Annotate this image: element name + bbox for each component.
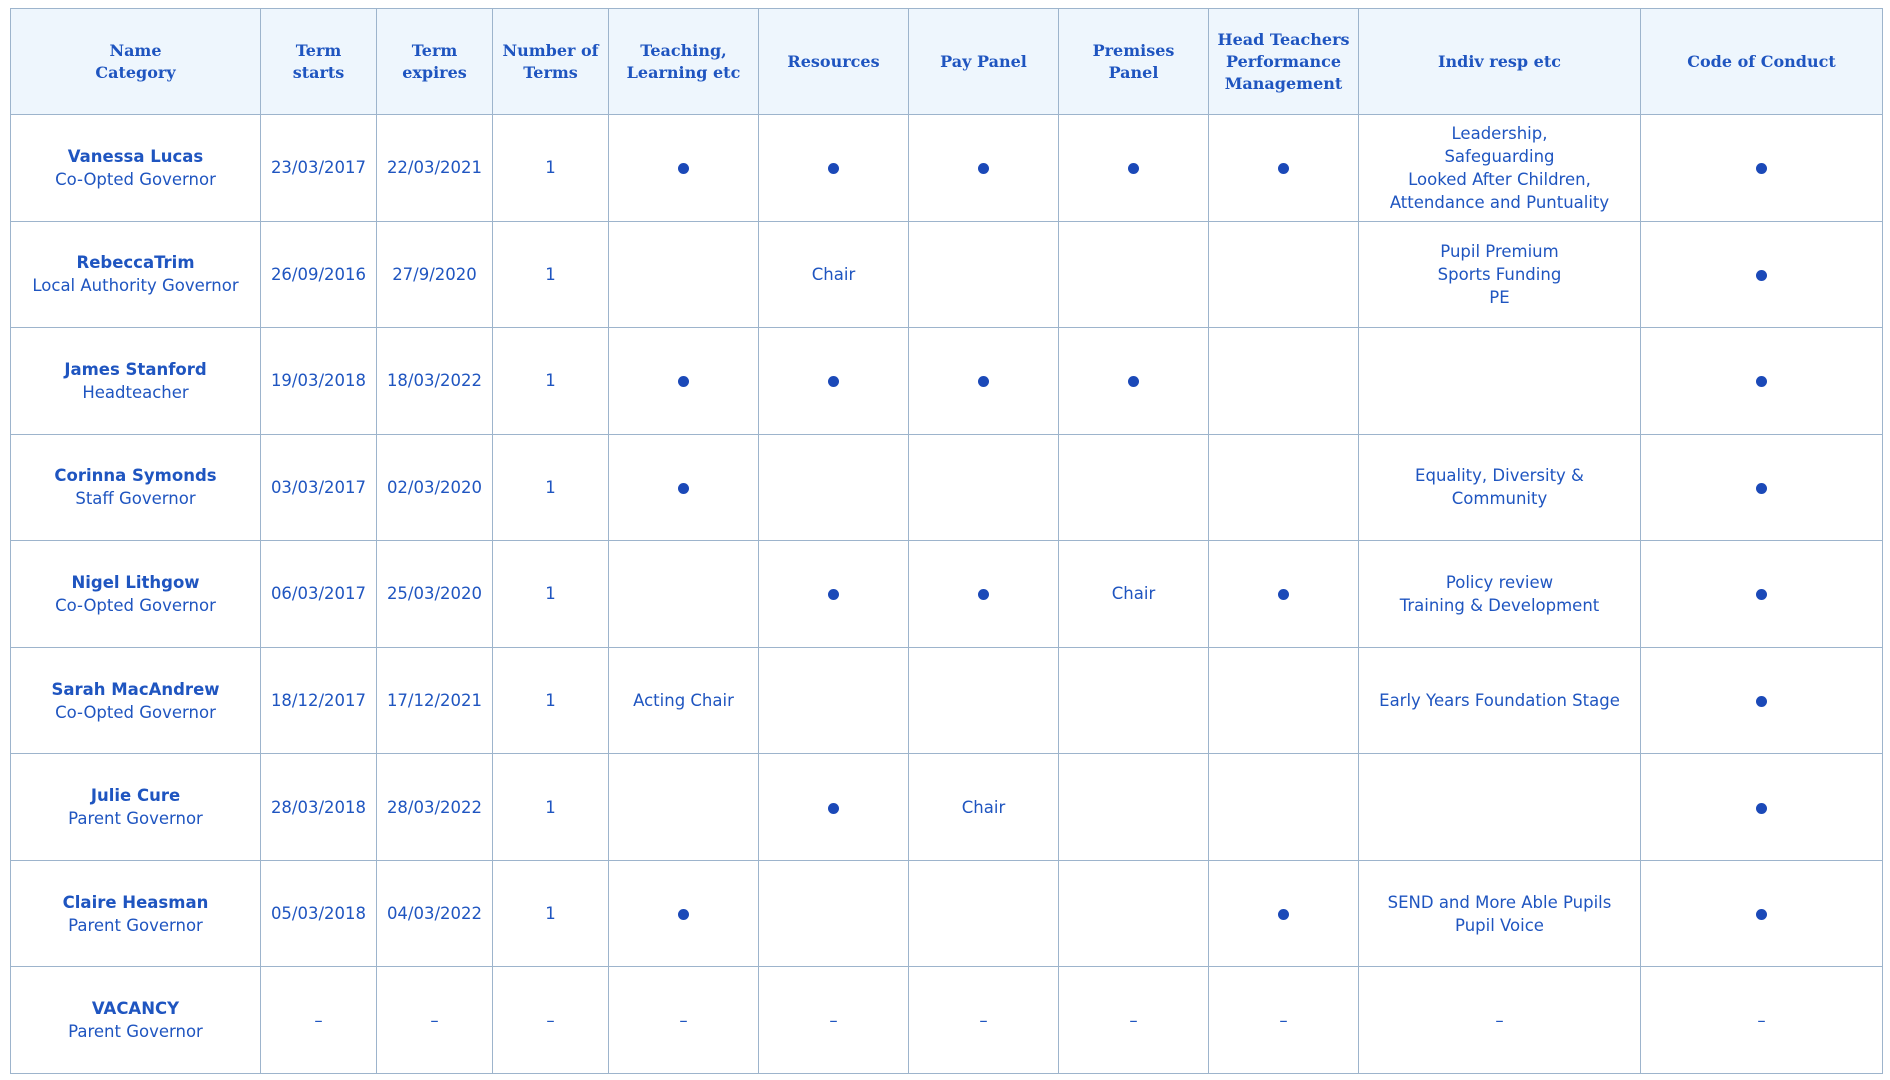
code-of-conduct-cell <box>1641 434 1883 541</box>
teaching-learning-cell <box>609 967 759 1074</box>
cell-text: 27/9/2020 <box>392 264 477 284</box>
governor-name: James Stanford <box>64 359 207 379</box>
term-expires-cell <box>377 647 493 754</box>
cell-text: 19/03/2018 <box>270 371 367 391</box>
table-row <box>11 967 1883 1074</box>
code-of-conduct-cell <box>1641 860 1883 967</box>
term-starts-cell <box>261 221 377 328</box>
term-starts-cell <box>261 115 377 222</box>
pay-panel-cell <box>909 860 1059 967</box>
membership-dot-icon <box>1756 270 1767 281</box>
header-resources: Resources <box>759 9 909 115</box>
membership-dot-icon <box>828 803 839 814</box>
cell-text: 1 <box>545 371 556 391</box>
indiv-resp-cell <box>1359 647 1641 754</box>
resources-cell <box>759 860 909 967</box>
code-of-conduct-cell <box>1641 115 1883 222</box>
governor-category: Parent Governor <box>68 1022 203 1042</box>
cell-text: 1 <box>545 691 556 710</box>
governor-name: Julie Cure <box>90 786 181 806</box>
header-code-of-conduct: Code of Conduct <box>1641 9 1883 115</box>
membership-dot-icon <box>1756 803 1767 814</box>
cell-text: 17/12/2021 <box>386 691 483 710</box>
premises-panel-cell <box>1059 647 1209 754</box>
teaching-learning-cell <box>609 434 759 541</box>
teaching-learning-cell <box>609 115 759 222</box>
cell-text: Acting Chair <box>633 691 734 710</box>
number-of-terms-cell <box>493 967 609 1074</box>
cell-text: 1 <box>545 264 556 284</box>
table-row <box>11 647 1883 754</box>
head-teachers-performance-cell <box>1209 541 1359 648</box>
membership-dot-icon <box>1278 163 1289 174</box>
cell-text: Early Years Foundation Stage <box>1379 691 1620 710</box>
teaching-learning-cell <box>609 221 759 328</box>
code-of-conduct-cell <box>1641 541 1883 648</box>
premises-panel-cell <box>1059 115 1209 222</box>
governors-table <box>10 8 1883 1074</box>
cell-text: Chair <box>961 797 1006 817</box>
cell-text: 25/03/2020 <box>386 584 483 604</box>
cell-text: Policy review Training & Development <box>1399 572 1600 615</box>
term-expires-cell <box>377 754 493 861</box>
membership-dot-icon <box>678 909 689 920</box>
cell-text: – <box>829 1010 838 1030</box>
cell-text: SEND and More Able Pupils Pupil Voice <box>1387 892 1612 935</box>
governor-category: Co-Opted Governor <box>55 595 216 615</box>
table-row <box>11 328 1883 435</box>
name-category-cell <box>11 647 261 754</box>
number-of-terms-cell <box>493 754 609 861</box>
cell-text: – <box>679 1010 688 1030</box>
membership-dot-icon <box>1278 909 1289 920</box>
cell-text: 1 <box>545 584 556 604</box>
code-of-conduct-cell <box>1641 647 1883 754</box>
teaching-learning-cell <box>609 860 759 967</box>
resources-cell <box>759 967 909 1074</box>
cell-text: 02/03/2020 <box>386 477 483 497</box>
cell-text: – <box>979 1010 988 1030</box>
membership-dot-icon <box>1756 376 1767 387</box>
code-of-conduct-cell <box>1641 967 1883 1074</box>
code-of-conduct-cell <box>1641 754 1883 861</box>
term-expires-cell <box>377 221 493 328</box>
governor-category: Parent Governor <box>68 915 203 935</box>
pay-panel-cell <box>909 754 1059 861</box>
table-row <box>11 860 1883 967</box>
pay-panel-cell <box>909 647 1059 754</box>
membership-dot-icon <box>828 376 839 387</box>
indiv-resp-cell <box>1359 221 1641 328</box>
number-of-terms-cell <box>493 541 609 648</box>
head-teachers-performance-cell <box>1209 754 1359 861</box>
cell-text: 18/03/2022 <box>386 371 483 391</box>
number-of-terms-cell <box>493 115 609 222</box>
indiv-resp-cell <box>1359 328 1641 435</box>
cell-text: – <box>546 1010 555 1030</box>
cell-text: – <box>1279 1010 1288 1030</box>
pay-panel-cell <box>909 115 1059 222</box>
code-of-conduct-cell <box>1641 328 1883 435</box>
head-teachers-performance-cell <box>1209 328 1359 435</box>
table-row <box>11 115 1883 222</box>
cell-text: 06/03/2017 <box>270 584 367 604</box>
premises-panel-cell <box>1059 541 1209 648</box>
governor-name: Sarah MacAndrew <box>51 679 220 699</box>
resources-cell <box>759 115 909 222</box>
membership-dot-icon <box>978 163 989 174</box>
head-teachers-performance-cell <box>1209 434 1359 541</box>
membership-dot-icon <box>678 483 689 494</box>
name-category-cell <box>11 967 261 1074</box>
governor-name: VACANCY <box>91 999 180 1019</box>
pay-panel-cell <box>909 434 1059 541</box>
governor-name: Claire Heasman <box>62 892 209 912</box>
name-category-cell <box>11 541 261 648</box>
term-expires-cell <box>377 434 493 541</box>
table-row <box>11 434 1883 541</box>
indiv-resp-cell <box>1359 754 1641 861</box>
membership-dot-icon <box>828 589 839 600</box>
governor-name: Vanessa Lucas <box>67 146 204 166</box>
membership-dot-icon <box>1756 909 1767 920</box>
membership-dot-icon <box>1756 483 1767 494</box>
number-of-terms-cell <box>493 434 609 541</box>
governor-name: Corinna Symonds <box>54 466 217 486</box>
term-expires-cell <box>377 860 493 967</box>
premises-panel-cell <box>1059 328 1209 435</box>
teaching-learning-cell <box>609 754 759 861</box>
resources-cell <box>759 541 909 648</box>
resources-cell <box>759 221 909 328</box>
membership-dot-icon <box>1128 163 1139 174</box>
premises-panel-cell <box>1059 967 1209 1074</box>
resources-cell <box>759 754 909 861</box>
term-starts-cell <box>261 434 377 541</box>
header-premises-panel: Premises Panel <box>1059 9 1209 115</box>
term-starts-cell <box>261 647 377 754</box>
head-teachers-performance-cell <box>1209 221 1359 328</box>
membership-dot-icon <box>1278 589 1289 600</box>
premises-panel-cell <box>1059 754 1209 861</box>
cell-text: 03/03/2017 <box>270 477 367 497</box>
membership-dot-icon <box>1756 163 1767 174</box>
header-name-category: Name Category <box>11 9 261 115</box>
governor-category: Local Authority Governor <box>32 276 239 296</box>
premises-panel-cell <box>1059 860 1209 967</box>
cell-text: 23/03/2017 <box>270 158 367 178</box>
governor-category: Parent Governor <box>68 809 203 829</box>
governor-category: Headteacher <box>82 382 189 402</box>
cell-text: 26/09/2016 <box>270 264 367 284</box>
premises-panel-cell <box>1059 221 1209 328</box>
header-number-of-terms: Number of Terms <box>493 9 609 115</box>
table-row <box>11 221 1883 328</box>
cell-text: Equality, Diversity & Community <box>1415 466 1584 509</box>
membership-dot-icon <box>978 589 989 600</box>
header-indiv-resp: Indiv resp etc <box>1359 9 1641 115</box>
cell-text: 1 <box>545 797 556 817</box>
name-category-cell <box>11 328 261 435</box>
cell-text: – <box>430 1010 439 1030</box>
cell-text: 28/03/2022 <box>386 797 483 817</box>
name-category-cell <box>11 860 261 967</box>
resources-cell <box>759 434 909 541</box>
indiv-resp-cell <box>1359 115 1641 222</box>
cell-text: – <box>1757 1010 1766 1030</box>
membership-dot-icon <box>1756 589 1767 600</box>
term-starts-cell <box>261 541 377 648</box>
governor-name: Nigel Lithgow <box>71 572 200 592</box>
term-starts-cell <box>261 328 377 435</box>
head-teachers-performance-cell <box>1209 115 1359 222</box>
head-teachers-performance-cell <box>1209 967 1359 1074</box>
indiv-resp-cell <box>1359 967 1641 1074</box>
cell-text: 05/03/2018 <box>270 904 367 924</box>
header-row <box>11 9 1883 115</box>
table-row <box>11 754 1883 861</box>
membership-dot-icon <box>678 163 689 174</box>
name-category-cell <box>11 221 261 328</box>
head-teachers-performance-cell <box>1209 647 1359 754</box>
cell-text: – <box>1495 1010 1504 1030</box>
governor-name: RebeccaTrim <box>76 253 195 273</box>
cell-text: – <box>1129 1010 1138 1030</box>
number-of-terms-cell <box>493 328 609 435</box>
term-expires-cell <box>377 541 493 648</box>
cell-text: 28/03/2018 <box>270 797 367 817</box>
name-category-cell <box>11 434 261 541</box>
cell-text: 18/12/2017 <box>270 691 367 710</box>
membership-dot-icon <box>828 163 839 174</box>
pay-panel-cell <box>909 967 1059 1074</box>
header-teaching-learning: Teaching, Learning etc <box>609 9 759 115</box>
indiv-resp-cell <box>1359 860 1641 967</box>
membership-dot-icon <box>1128 376 1139 387</box>
cell-text: 22/03/2021 <box>386 158 483 178</box>
membership-dot-icon <box>978 376 989 387</box>
governor-category: Staff Governor <box>75 489 196 509</box>
term-expires-cell <box>377 328 493 435</box>
head-teachers-performance-cell <box>1209 860 1359 967</box>
cell-text: 1 <box>545 477 556 497</box>
pay-panel-cell <box>909 541 1059 648</box>
code-of-conduct-cell <box>1641 221 1883 328</box>
cell-text: 1 <box>545 904 556 924</box>
pay-panel-cell <box>909 221 1059 328</box>
header-term-expires: Term expires <box>377 9 493 115</box>
term-expires-cell <box>377 115 493 222</box>
cell-text: Chair <box>811 264 856 284</box>
premises-panel-cell <box>1059 434 1209 541</box>
cell-text: Chair <box>1111 584 1156 604</box>
number-of-terms-cell <box>493 860 609 967</box>
term-starts-cell <box>261 860 377 967</box>
cell-text: – <box>314 1010 323 1030</box>
header-head-teachers-performance: Head Teachers Performance Management <box>1209 9 1359 115</box>
table-row <box>11 541 1883 648</box>
term-starts-cell <box>261 967 377 1074</box>
resources-cell <box>759 328 909 435</box>
cell-text: Leadership, Safeguarding Looked After Children, Attendance and Puntuality <box>1389 123 1610 212</box>
cell-text: 04/03/2022 <box>386 904 483 924</box>
indiv-resp-cell <box>1359 541 1641 648</box>
name-category-cell <box>11 754 261 861</box>
resources-cell <box>759 647 909 754</box>
cell-text: Pupil Premium Sports Funding PE <box>1437 241 1562 307</box>
governor-category: Co-Opted Governor <box>55 169 216 189</box>
teaching-learning-cell <box>609 647 759 754</box>
term-starts-cell <box>261 754 377 861</box>
name-category-cell <box>11 115 261 222</box>
pay-panel-cell <box>909 328 1059 435</box>
membership-dot-icon <box>1756 696 1767 707</box>
number-of-terms-cell <box>493 221 609 328</box>
header-pay-panel: Pay Panel <box>909 9 1059 115</box>
teaching-learning-cell <box>609 541 759 648</box>
membership-dot-icon <box>678 376 689 387</box>
header-term-starts: Term starts <box>261 9 377 115</box>
governor-category: Co-Opted Governor <box>55 702 216 722</box>
cell-text: 1 <box>545 158 556 178</box>
teaching-learning-cell <box>609 328 759 435</box>
term-expires-cell <box>377 967 493 1074</box>
number-of-terms-cell <box>493 647 609 754</box>
indiv-resp-cell <box>1359 434 1641 541</box>
